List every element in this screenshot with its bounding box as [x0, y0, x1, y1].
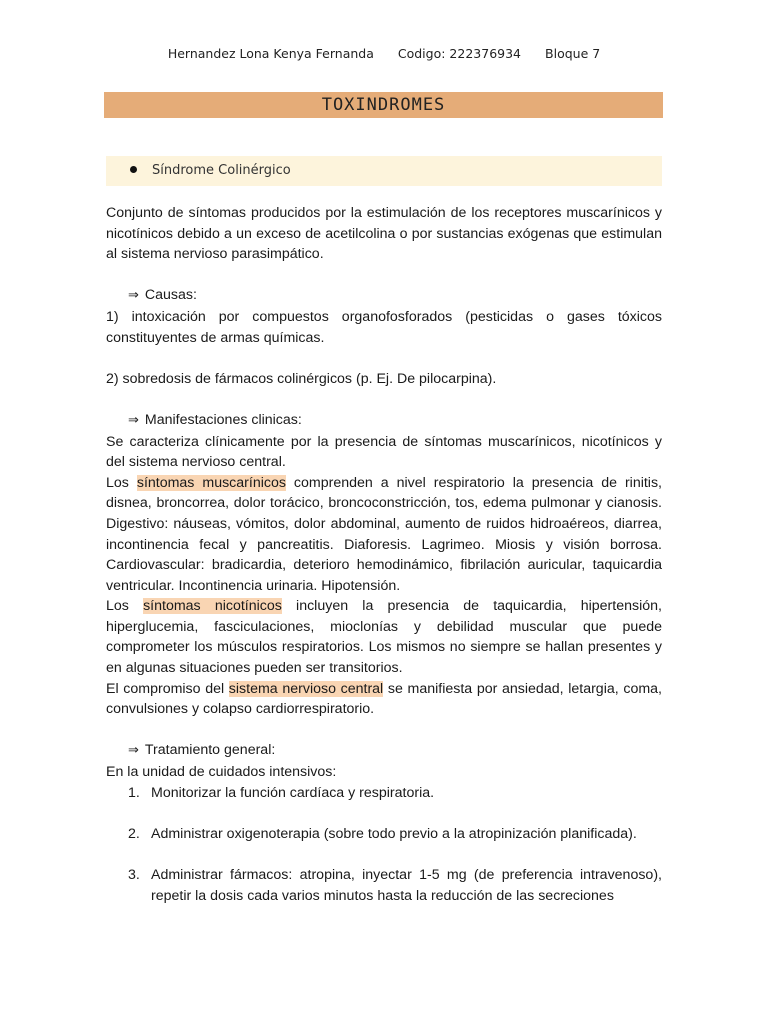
section-heading-bar	[106, 156, 662, 186]
highlight-muscarinic: síntomas muscarínicos	[136, 474, 286, 491]
treatment-intro: En la unidad de cuidados intensivos:	[106, 764, 337, 781]
document-body	[106, 203, 662, 906]
right-arrow-icon: ⇒	[128, 743, 139, 759]
bullet-icon	[130, 166, 137, 173]
document-title: TOXINDROMES	[321, 95, 446, 115]
block-label: Bloque 7	[545, 46, 601, 61]
highlight-cns: sistema nervioso central	[228, 680, 384, 697]
author-name: Hernandez Lona Kenya Fernanda	[167, 46, 374, 61]
right-arrow-icon: ⇒	[128, 288, 139, 304]
section-heading: Síndrome Colinérgico	[152, 163, 291, 178]
list-item: 3. Administrar fármacos: atropina, inyectar 1-5 mg (de preferencia intravenoso), repetir la dosis cada varios minutos hasta la reducción de las secreciones	[128, 867, 662, 904]
treatment-list	[106, 783, 662, 907]
intro-paragraph: Conjunto de síntomas producidos por la estimulación de los receptores muscarínicos y nicotínicos debido a un exceso de acetilcolina o por sustancias exógenas que estimulan al sistema nervioso parasimpático.	[106, 205, 662, 263]
right-arrow-icon: ⇒	[128, 412, 139, 428]
muscarinic-paragraph: Los síntomas muscarínicos comprenden a nivel respiratorio la presencia de rinitis, disnea, broncorrea, dolor torácico, broncoconstricción, tos, edema pulmonar y cianosis. Digestivo: náuseas, vómitos, dolor abdominal, aumento de ruidos hidroaéreos, diarrea, incontinencia fecal y pancreatitis. Diaforesis. Lagrimeo. Miosis y visión borrosa. Cardiovascular: bradicardia, deterioro hemodinámico, fibrilación auricular, taquicardia ventricular. Incontinencia urinaria. Hipotensión.	[106, 474, 662, 594]
page-header	[0, 46, 768, 61]
title-bar	[104, 92, 663, 118]
highlight-nicotinic: síntomas nicotínicos	[143, 598, 282, 615]
nicotinic-paragraph: Los síntomas nicotínicos incluyen la presencia de taquicardia, hipertensión, hiperglucemia, fasciculaciones, mioclonías y debilidad muscular que puede comprometer los músculos respiratorios. Los mismos no siempre se hallan presentes y en algunas situaciones pueden ser transitorios.	[106, 598, 662, 677]
list-item: 1. Monitorizar la función cardíaca y respiratoria.	[128, 784, 435, 801]
cause-item: 1) intoxicación por compuestos organofosforados (pesticidas o gases tóxicos constituyentes de armas químicas.	[106, 308, 662, 346]
manifestations-heading: ⇒ Manifestaciones clinicas:	[128, 411, 302, 428]
manifestations-intro: Se caracteriza clínicamente por la presencia de síntomas muscarínicos, nicotínicos y del sistema nervioso central.	[106, 433, 662, 471]
student-code: Codigo: 222376934	[397, 46, 522, 61]
cns-paragraph: El compromiso del sistema nervioso central se manifiesta por ansiedad, letargia, coma, convulsiones y colapso cardiorrespiratorio.	[106, 680, 662, 718]
list-item: 2. Administrar oxigenoterapia (sobre todo previo a la atropinización planificada).	[128, 825, 637, 842]
cause-item: 2) sobredosis de fármacos colinérgicos (p. Ej. De pilocarpina).	[106, 370, 497, 387]
treatment-heading: ⇒ Tratamiento general:	[128, 742, 276, 759]
causes-heading: ⇒ Causas:	[128, 287, 197, 304]
